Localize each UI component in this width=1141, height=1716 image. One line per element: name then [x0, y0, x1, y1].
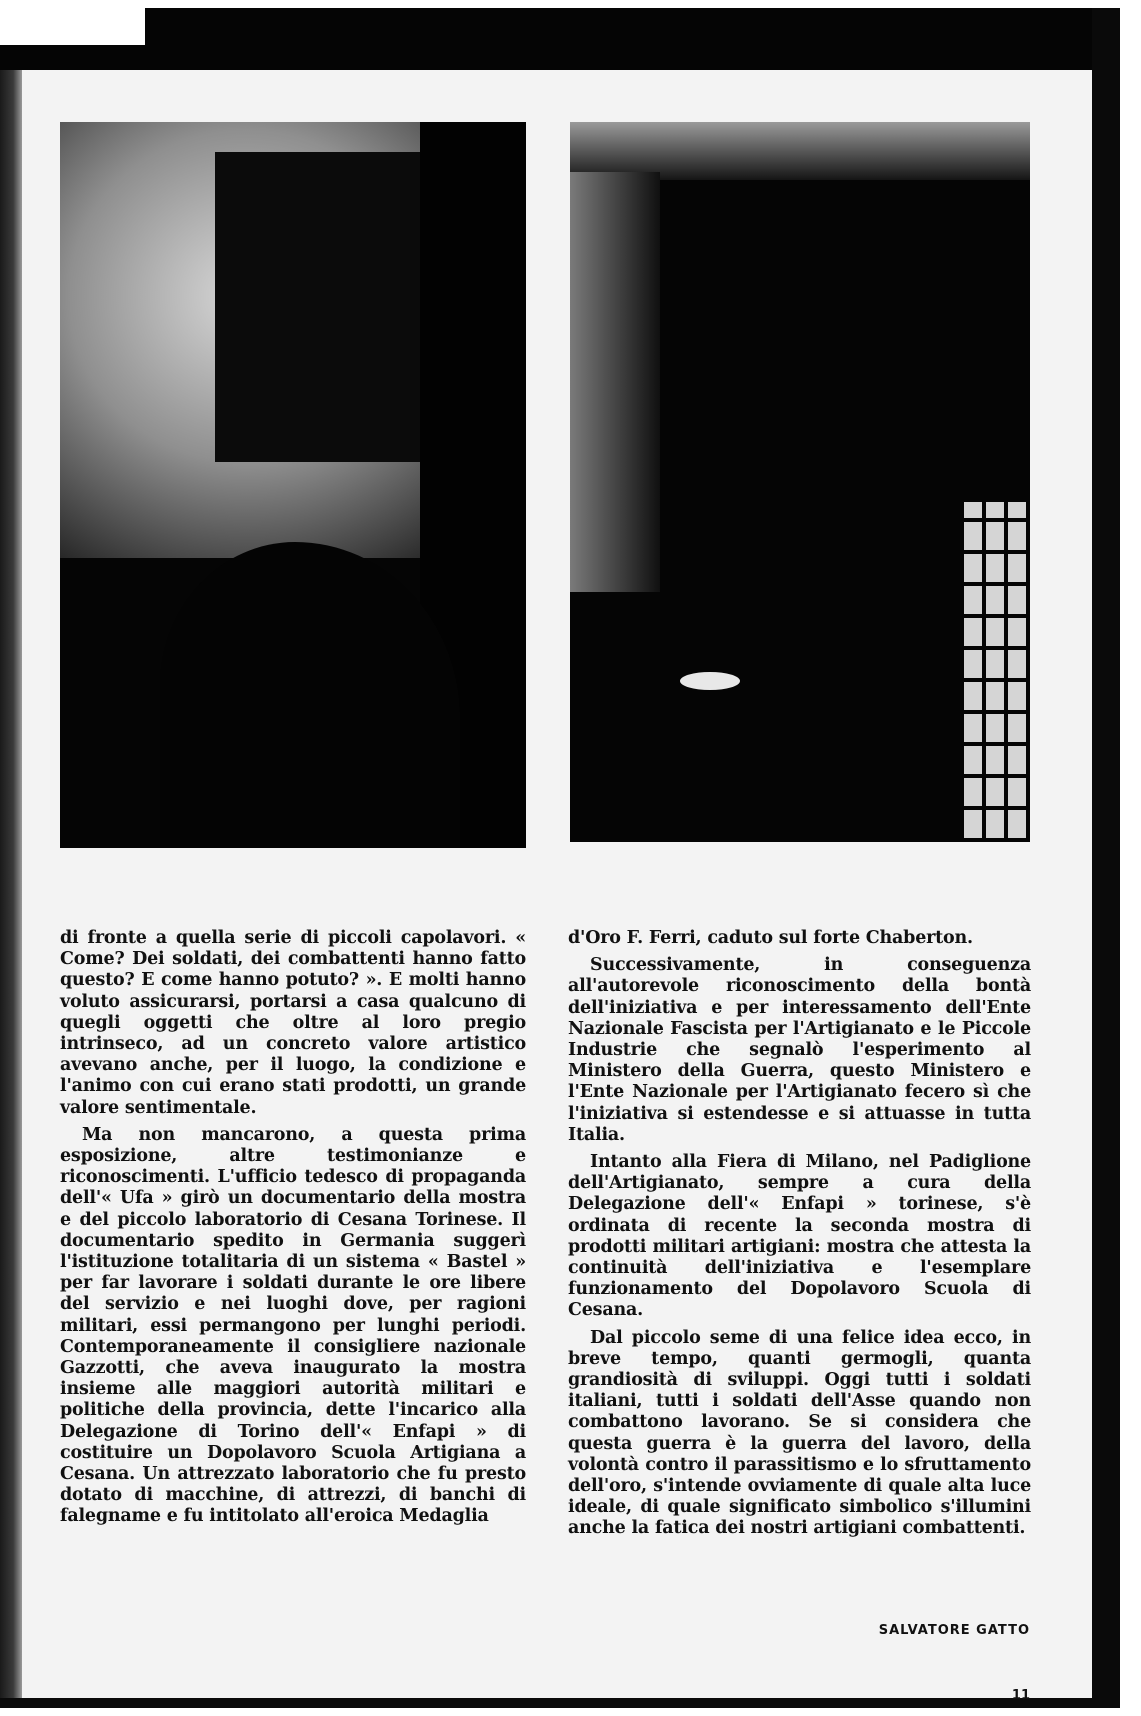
scan-border-bottom: [0, 1698, 1120, 1708]
article-column-right: [568, 928, 1031, 1546]
paragraph: d'Oro F. Ferri, caduto sul forte Chaberton.: [568, 928, 973, 948]
scan-border-top: [145, 8, 1120, 70]
paragraph: di fronte a quella serie di piccoli capolavori. « Come? Dei soldati, dei combattenti hanno fatto questo? E come hanno potuto? ». E molti hanno voluto assicurarsi, portarsi a casa qualcuno di quegli oggetti che oltre al loro pregio intrinseco, ad un concreto valore artistico avevano anche, per il luogo, la condizione e l'animo con cui erano stati prodotti, un grande valore sentimentale.: [60, 928, 526, 1118]
photo-workshop-interior: [570, 122, 1030, 842]
paragraph: Intanto alla Fiera di Milano, nel Padiglione dell'Artigianato, sempre a cura della Delegazione dell'« Enfapi » torinese, s'è ordinata di recente la seconda mostra di prodotti militari artigiani: mostra che attesta la continuità dell'iniziativa e l'esemplare funzionamento del Dopolavoro Scuola di Cesana.: [568, 1152, 1031, 1321]
photo-side-light: [570, 172, 660, 592]
paragraph: Successivamente, in conseguenza all'autorevole riconoscimento della bontà dell'iniziativa e per interessamento dell'Ente Nazionale Fascista per l'Artigianato e le Piccole Industrie che segnalò l'esperimento al Ministero della Guerra, questo Ministero e l'Ente Nazionale per l'Artigianato fecero sì che l'iniziativa si estendesse e si attuasse in tutta Italia.: [568, 955, 1031, 1145]
photo-brick-wall: [960, 502, 1030, 842]
page-number: 11: [1011, 1688, 1030, 1703]
paragraph: Ma non mancarono, a questa prima esposizione, altre testimonianze e riconoscimenti. L'ufficio tedesco di propaganda dell'« Ufa » girò un documentario della mostra e del piccolo laboratorio di Cesana Torinese. Il documentario spedito in Germania suggerì l'istituzione totalitaria di un sistema « Bastel » per far lavorare i soldati durante le ore libere del servizio e nei luoghi dove, per ragioni militari, essi permangono per lunghi periodi. Contemporaneamente il consigliere nazionale Gazzotti, che aveva inaugurato la mostra insieme alle maggiori autorità militari e politiche della provincia, dette l'incarico alla Delegazione di Torino dell'« Enfapi » di costituire un Dopolavoro Scuola Artigiana a Cesana. Un attrezzato laboratorio che fu presto dotato di macchine, di attrezzi, di banchi di falegname e fu intitolato all'eroica Medaglia: [60, 1124, 526, 1527]
author-signature: SALVATORE GATTO: [878, 1623, 1030, 1638]
photo-workshop-wall: [60, 122, 526, 848]
scan-border-right: [1092, 8, 1120, 1708]
article-column-left: [60, 928, 526, 1534]
photo-ceiling-beam: [570, 122, 1030, 180]
photo-dark-mound: [160, 542, 460, 848]
scan-border-corner: [0, 45, 145, 70]
photo-hanging-panel: [215, 152, 435, 462]
photo-light-spot: [680, 672, 740, 690]
paragraph: Dal piccolo seme di una felice idea ecco, in breve tempo, quanti germogli, quanta grandiosità di sviluppi. Oggi tutti i soldati italiani, tutti i soldati dell'Asse quando non combattono lavorano. Se si considera che questa guerra è la guerra del lavoro, della volontà contro il parassitismo e lo sfruttamento dell'oro, s'intende ovviamente di quale alta luce ideale, di quale significato simbolico s'illumini anche la fatica dei nostri artigiani combattenti.: [568, 1327, 1031, 1539]
scan-border-left: [0, 45, 22, 1708]
